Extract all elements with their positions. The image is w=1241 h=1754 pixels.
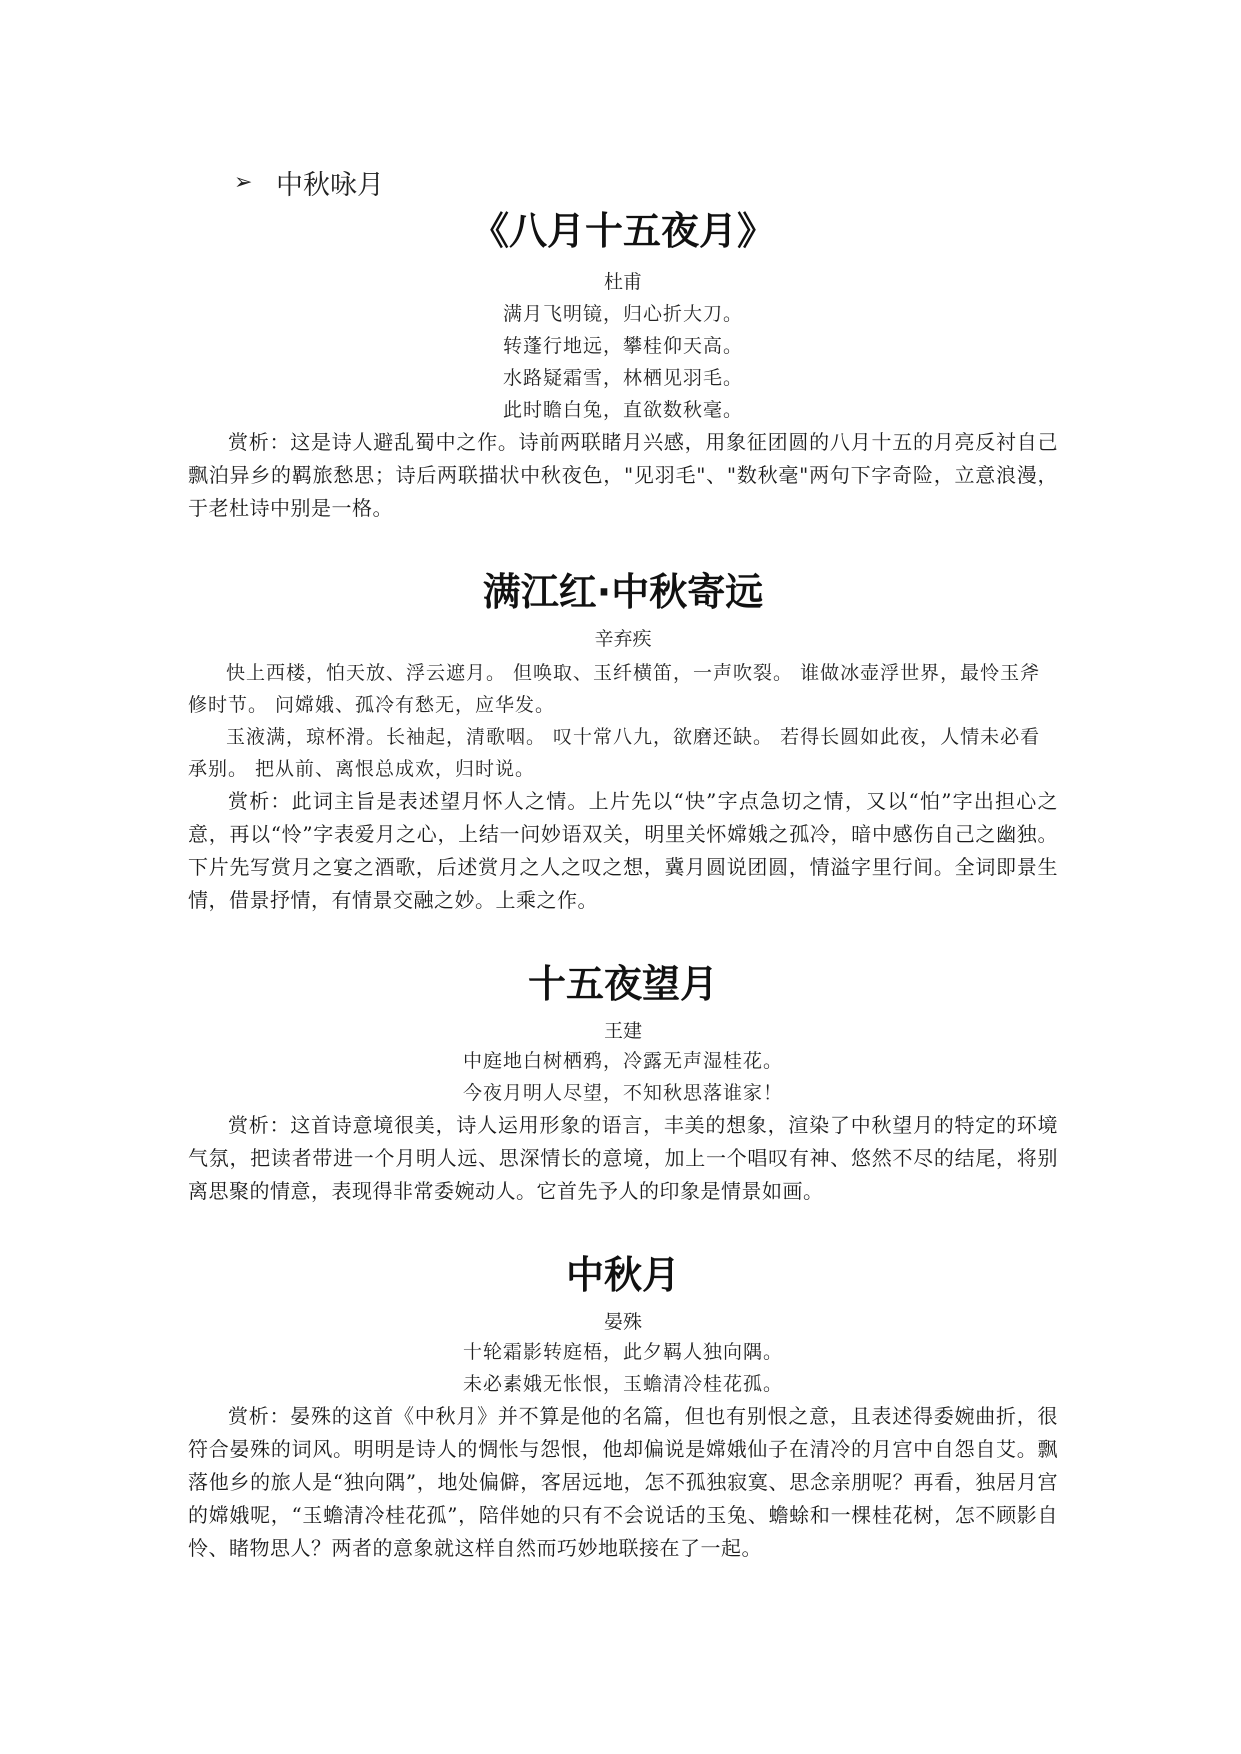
poem-line: 此时瞻白兔，直欲数秋毫。 (502, 399, 743, 421)
poem-analysis: 赏析：这首诗意境很美，诗人运用形象的语言，丰美的想象，渲染了中秋望月的特定的环境气氛，把读者带进一个月明人远、思深情长的意境，加上一个唱叹有神、悠然不尽的结尾，将别离思聚的情意，表现得非常委婉动人。它首先予人的印象是情景如画。 (188, 1113, 1058, 1203)
poem-analysis: 赏析：此词主旨是表述望月怀人之情。上片先以“快”字点急切之情，又以“怕”字出担心之意，再以“怜”字表爱月之心，上结一问妙语双关，明里关怀嫦娥之孤冷，暗中感伤自己之幽独。下片先写赏月之宴之酒歌，后述赏月之人之叹之想，冀月圆说团圆，情溢字里行间。全词即景生情，借景抒情，有情景交融之妙。上乘之作。 (188, 789, 1058, 912)
poem-line: 转蓬行地远，攀桂仰天高。 (502, 335, 743, 357)
poem-stanza: 快上西楼，怕天放、浮云遮月。 但唤取、玉纤横笛，一声吹裂。 谁做冰壶浮世界，最怜玉斧修时节。 问嫦娥、孤冷有愁无，应华发。 (188, 662, 1041, 716)
poem-line: 未必素娥无怅恨，玉蟾清冷桂花孤。 (462, 1373, 783, 1395)
poem-author: 王建 (603, 1020, 642, 1042)
poem-analysis: 赏析：晏殊的这首《中秋月》并不算是他的名篇，但也有别恨之意，且表述得委婉曲折，很符合晏殊的词风。明明是诗人的惆怅与怨恨，他却偏说是嫦娥仙子在清冷的月宫中自怨自艾。飘落他乡的旅人是“独向隅”，地处偏僻，客居远地，怎不孤独寂寞、思念亲朋呢？再看，独居月宫的嫦娥呢，“玉蟾清冷桂花孤”，陪伴她的只有不会说话的玉兔、蟾蜍和一棵桂花树，怎不顾影自怜、睹物思人？两者的意象就这样自然而巧妙地联接在了一起。 (188, 1404, 1058, 1560)
poem-stanza: 玉液满，琼杯滑。长袖起，清歌咽。 叹十常八九，欲磨还缺。 若得长圆如此夜，人情未必看承别。 把从前、离恨总成欢，归时说。 (188, 726, 1041, 780)
section-title: 中秋咏月 (276, 169, 384, 201)
poem-line: 满月飞明镜，归心折大刀。 (502, 303, 743, 325)
poem-author: 晏殊 (603, 1311, 642, 1333)
poem-line: 十轮霜影转庭梧，此夕羁人独向隅。 (462, 1341, 783, 1363)
poem-block (188, 961, 1058, 1208)
poem-block (188, 208, 1058, 525)
poem-title: 十五夜望月 (527, 962, 718, 1006)
poem-analysis: 赏析：这是诗人避乱蜀中之作。诗前两联睹月兴感，用象征团圆的八月十五的月亮反衬自己飘泊异乡的羁旅愁思；诗后两联描状中秋夜色，"见羽毛"、"数秋毫"两句下字奇险，立意浪漫，于老杜诗中别是一格。 (188, 430, 1058, 520)
poem-author: 杜甫 (603, 271, 642, 293)
arrow-bullet-icon: ➢ (234, 169, 253, 195)
section-header (188, 160, 1058, 204)
poem-title: 满江红·中秋寄远 (482, 570, 764, 614)
poem-block (188, 569, 1058, 917)
poem-lines (188, 1045, 1058, 1109)
poem-lines (188, 657, 1058, 785)
poem-title: 中秋月 (565, 1253, 680, 1297)
poem-line: 中庭地白树栖鸦，冷露无声湿桂花。 (462, 1050, 783, 1072)
poem-author: 辛弃疾 (594, 628, 652, 650)
poem-title: 《八月十五夜月》 (470, 209, 775, 253)
document-page (188, 160, 1058, 1565)
poem-lines (188, 298, 1058, 426)
poem-block (188, 1252, 1058, 1565)
poem-line: 水路疑霜雪，林栖见羽毛。 (502, 367, 743, 389)
poem-line: 今夜月明人尽望，不知秋思落谁家！ (462, 1082, 783, 1104)
poem-lines (188, 1336, 1058, 1400)
